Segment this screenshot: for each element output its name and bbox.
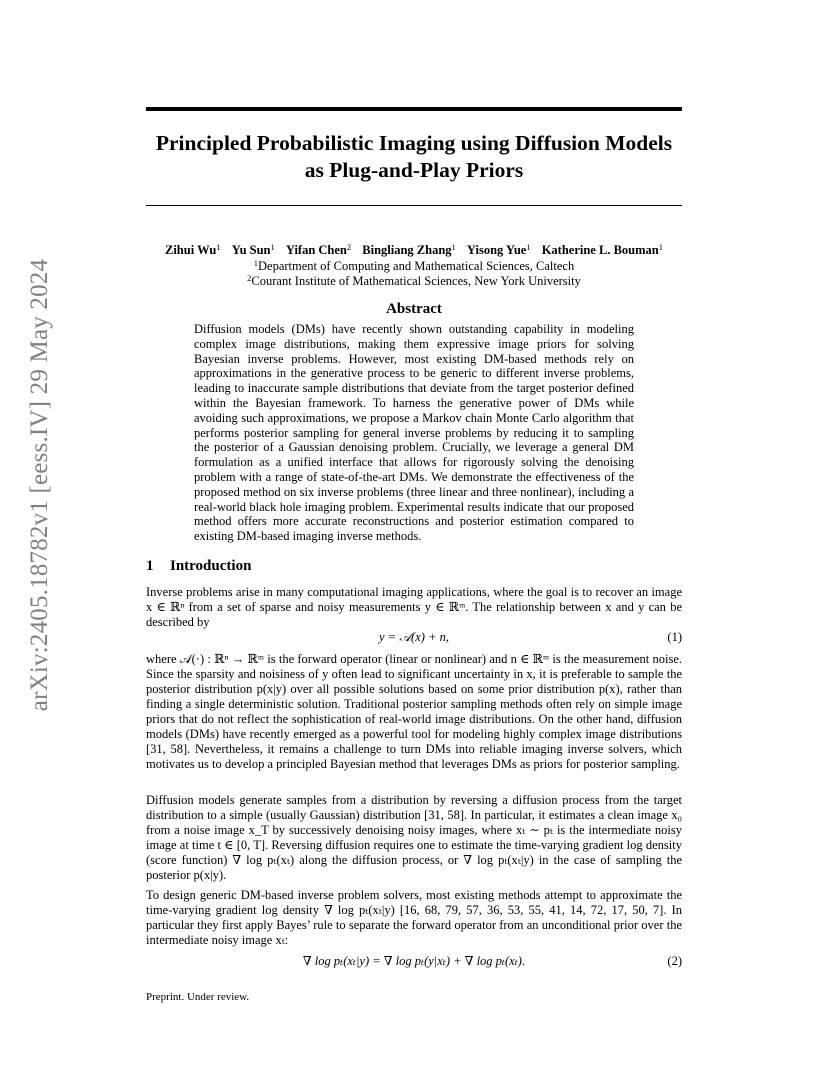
abstract-heading: Abstract [386, 301, 442, 317]
equation-body: y = 𝒜(x) + n, [379, 630, 449, 644]
title-rule-top [146, 107, 682, 111]
footer-note: Preprint. Under review. [146, 991, 250, 1003]
affiliation: $^1$Department of Computing and Mathematical Sciences, Caltech [253, 258, 575, 273]
author: Bingliang Zhang$^1$ [362, 242, 456, 257]
equation [146, 953, 682, 969]
section-heading: 1 Introduction [146, 558, 252, 574]
body-paragraph: Diffusion models generate samples from a distribution by reversing a diffusion process from the target distribution to a simple (usually Gaussian) distribution [31, 58]. In particular, it estimates a clean image x₀ from a noise image x_T by successively denoising noisy images, where xₜ ∼ pₜ is the intermediate noisy image at time t ∈ [0, T]. Reversing diffusion requires one to estimate the time-varying gradient log density (score function) ∇ log pₜ(xₜ) along the diffusion process, or ∇ log pₜ(xₜ|y) in the case of sampling the posterior p(x|y). [146, 793, 682, 882]
paper-title: Principled Probabilistic Imaging using Diffusion Models as Plug-and-Play Priors [155, 131, 673, 182]
author: Yifan Chen$^2$ [285, 242, 352, 257]
body-paragraph: Inverse problems arise in many computational imaging applications, where the goal is to recover an image x ∈ ℝⁿ from a set of sparse and noisy measurements y ∈ ℝᵐ. The relationship between x and y can be described by [146, 585, 682, 629]
author-list [120, 242, 708, 258]
equation-number: (2) [667, 954, 682, 968]
body-paragraph: To design generic DM-based inverse problem solvers, most existing methods attempt to approximate the time-varying gradient log density ∇ log pₜ(xₜ|y) [16, 68, 79, 57, 36, 53, 55, 41, 14, 72, 17, 50, 7]. In particular they first apply Bayes’ rule to separate the forward operator from an unconditional prior over the intermediate noisy image xₜ: [146, 888, 682, 947]
author: Yisong Yue$^1$ [466, 242, 531, 257]
author: Yu Sun$^1$ [231, 242, 275, 257]
equation-number: (1) [667, 630, 682, 644]
abstract-text: Diffusion models (DMs) have recently shown outstanding capability in modeling complex image distributions, making them expressive image priors for solving Bayesian inverse problems. However, most existing DM-based methods rely on approximations in the generative process to be generic to different inverse problems, leading to inaccurate sample distributions that deviate from the target posterior defined within the Bayesian framework. To harness the generative power of DMs while avoiding such approximations, we propose a Markov chain Monte Carlo algorithm that performs posterior sampling for general inverse problems by reducing it to sampling the posterior of a Gaussian denoising problem. Crucially, we leverage a general DM formulation as a unified interface that allows for rigorously solving the denoising problem with a range of state-of-the-art DMs. We demonstrate the effectiveness of the proposed method on six inverse problems (three linear and three nonlinear), including a real-world black hole imaging problem. Experimental results indicate that our proposed method offers more accurate reconstructions and posterior estimation compared to existing DM-based imaging inverse methods. [194, 322, 634, 544]
equation-body: ∇ log pₜ(xₜ|y) = ∇ log pₜ(y|xₜ) + ∇ log pₜ(xₜ). [302, 954, 526, 968]
author: Zihui Wu$^1$ [165, 242, 221, 257]
arxiv-identifier-text: arXiv:2405.18782v1 [eess.IV] 29 May 2024 [26, 258, 53, 712]
body-paragraph: where 𝒜(·) : ℝⁿ → ℝᵐ is the forward operator (linear or nonlinear) and n ∈ ℝᵐ is the measurement noise. Since the sparsity and noisiness of y often lead to significant uncertainty in x, it is preferable to sample the posterior distribution p(x|y) over all possible solutions based on some prior distribution p(x), rather than finding a single deterministic solution. Traditional posterior sampling methods often rely on simple image priors that do not reflect the sophistication of real-world image distributions. On the other hand, diffusion models (DMs) have recently emerged as a powerful tool for modeling highly complex image distributions [31, 58]. Nevertheless, it remains a challenge to turn DMs into reliable imaging inverse solvers, which motivates us to develop a principled Bayesian method that leverages DMs as priors for posterior sampling. [146, 652, 682, 771]
affiliation: $^2$Courant Institute of Mathematical Sciences, New York University [247, 273, 581, 288]
author: Katherine L. Bouman$^1$ [541, 242, 663, 257]
title-rule-bottom [146, 205, 682, 206]
equation [146, 629, 682, 645]
arxiv-identifier [20, 258, 60, 712]
